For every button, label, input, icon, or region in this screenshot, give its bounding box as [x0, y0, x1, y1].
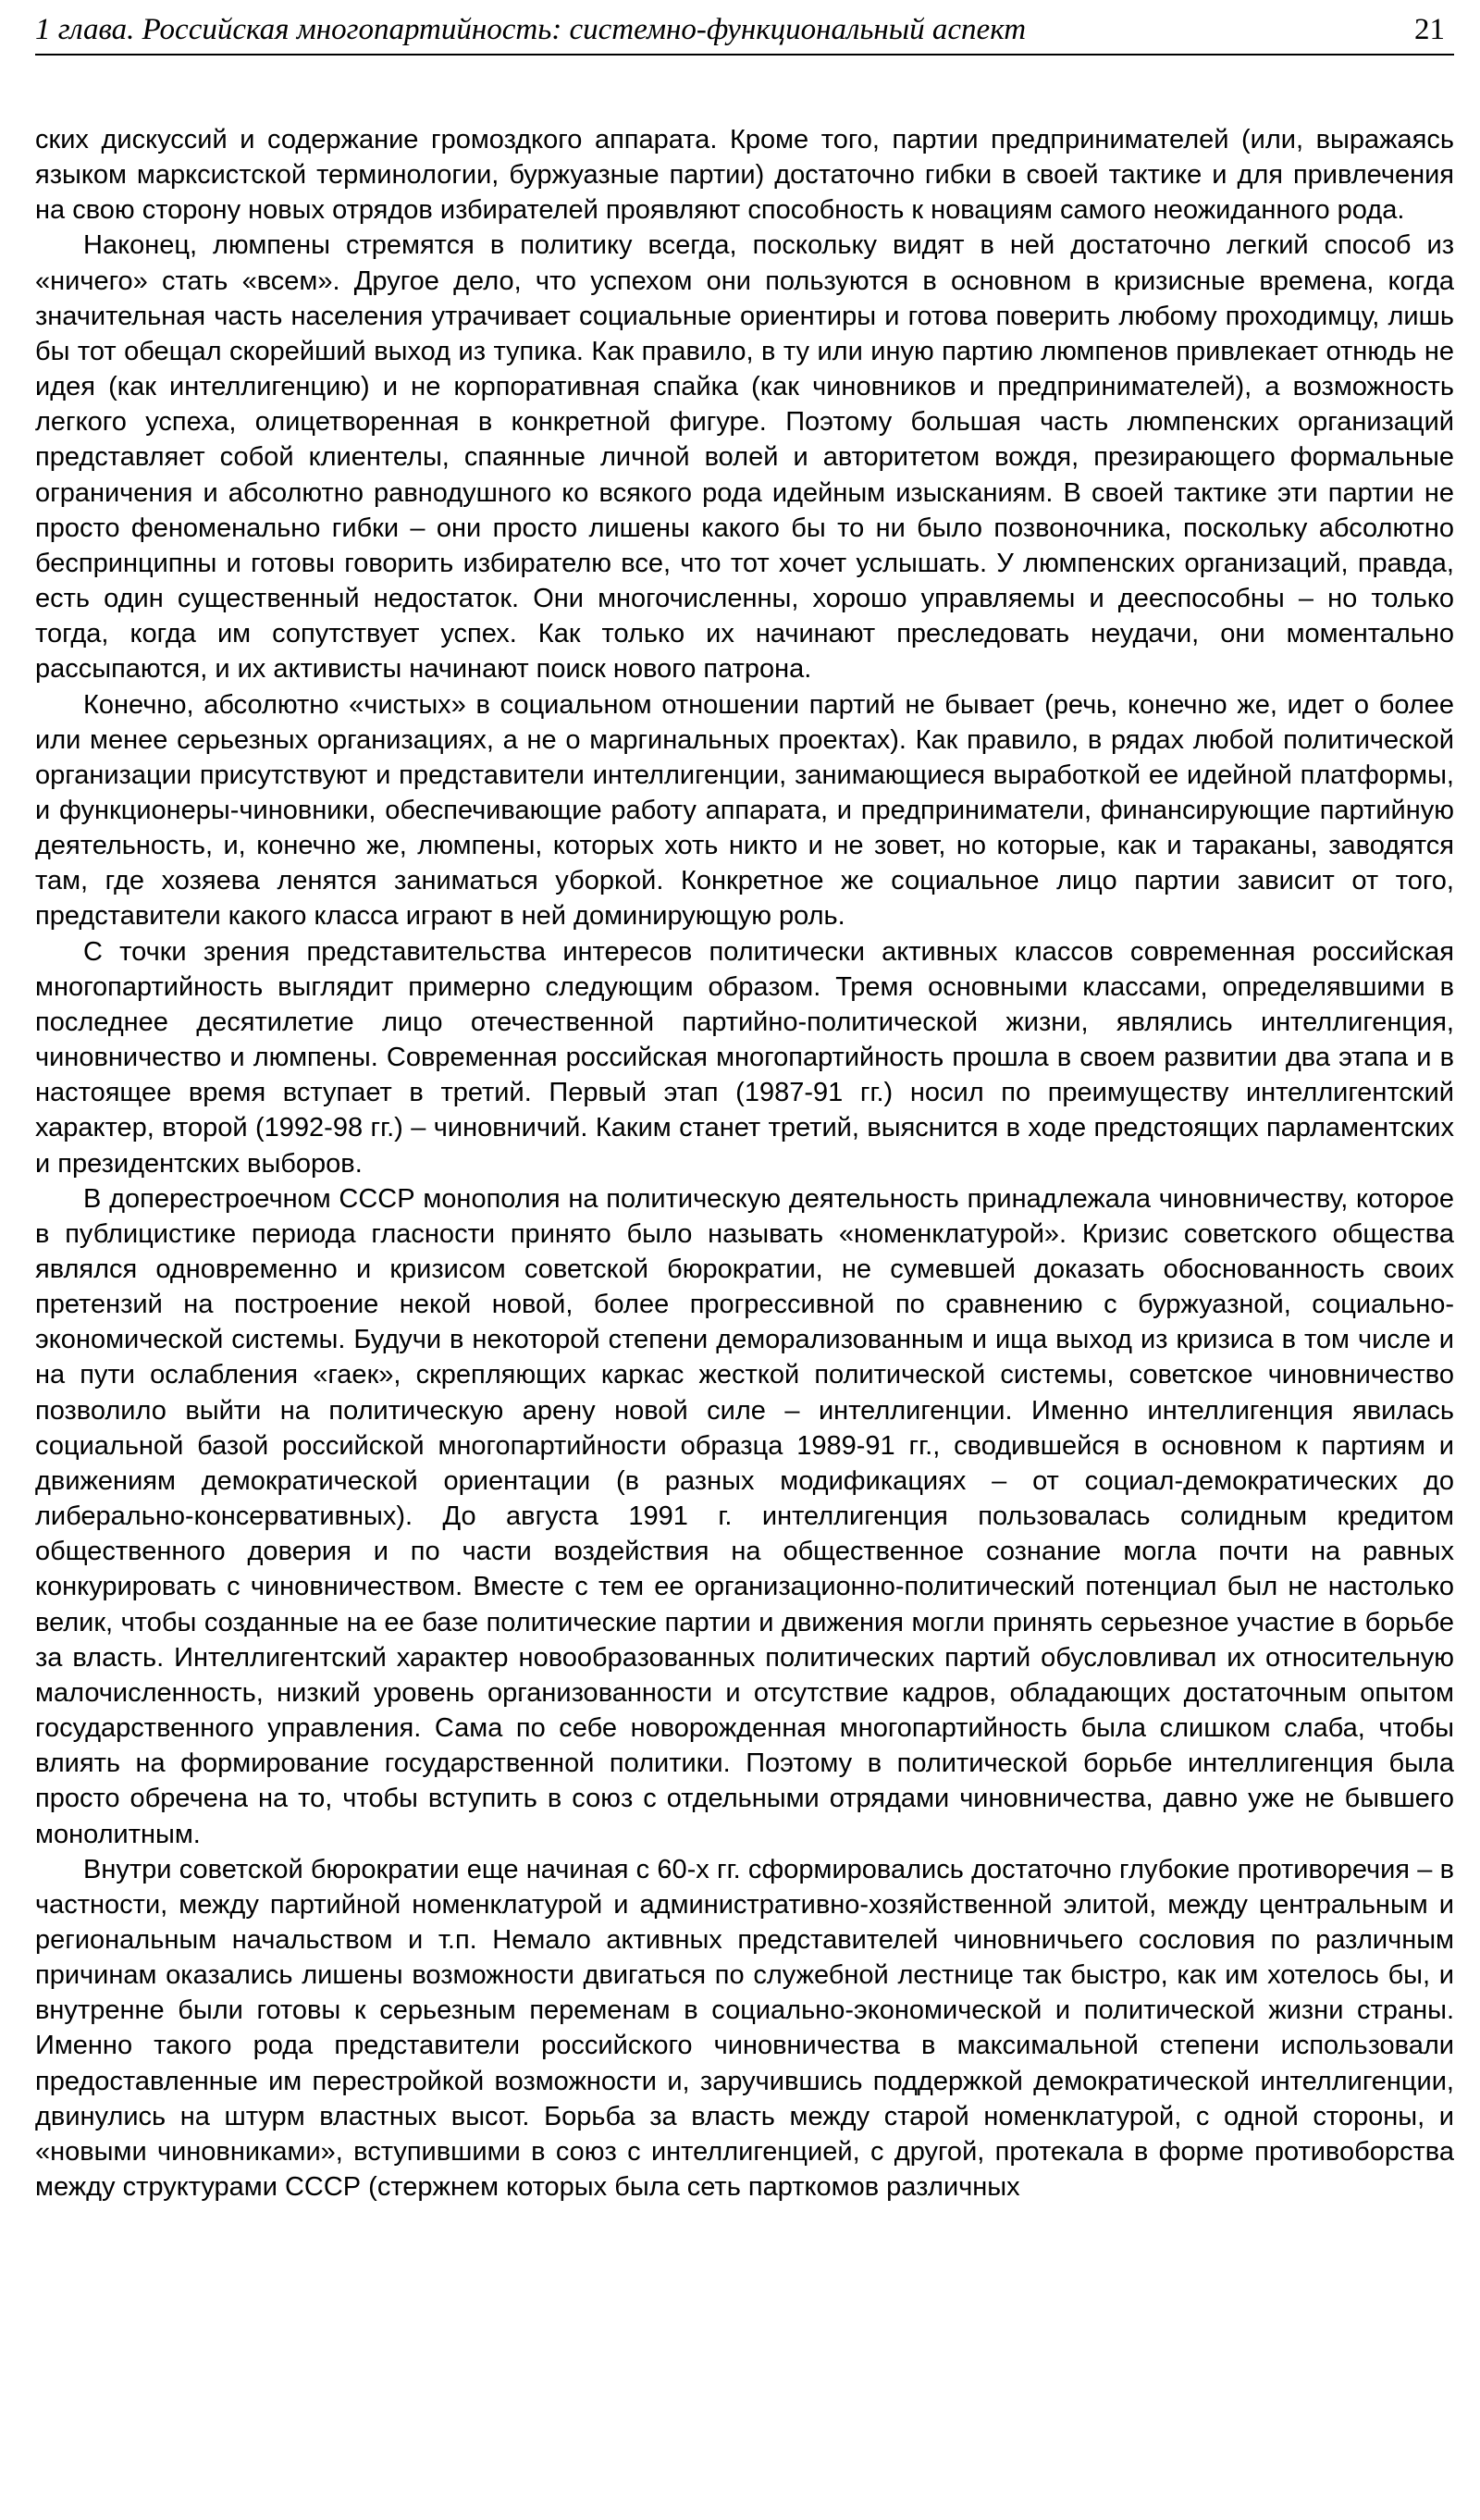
book-page: [35, 0, 1454, 2520]
paragraph: Конечно, абсолютно «чистых» в социальном отношении партий не бывает (речь, конечно же, идет о более или менее серьезных организациях, а не о маргинальных проектах). Как правило, в рядах любой политической организации присутствуют и представители интеллигенции, занимающиеся выработкой ее идейной платформы, и функционеры-чиновники, обеспечивающие работу аппарата, и предприниматели, финансирующие партийную деятельность, и, конечно же, люмпены, которых хоть никто и не зовет, но которые, как и тараканы, заводятся там, где хозяева ленятся заниматься уборкой. Конкретное же социальное лицо партии зависит от того, представители какого класса играют в ней доминирующую роль.: [35, 689, 1454, 932]
page-number: 21: [1414, 13, 1445, 46]
running-header: [35, 7, 1454, 56]
paragraph: С точки зрения представительства интересов политически активных классов современная российская многопартийность выглядит примерно следующим образом. Тремя основными классами, определявшими в последнее десятилетие лицо отечественной партийно-политической жизни, являлись интеллигенция, чиновничество и люмпены. Современная российская многопартийность прошла в своем развитии два этапа и в настоящее время вступает в третий. Первый этап (1987-91 гг.) носил по преимуществу интеллигентский характер, второй (1992-98 гг.) – чиновничий. Каким станет третий, выяснится в ходе предстоящих парламентских и президентских выборов.: [35, 936, 1454, 1179]
paragraph: В доперестроечном СССР монополия на политическую деятельность принадлежала чиновничеству, которое в публицистике периода гласности принято было называть «номенклатурой». Кризис советского общества являлся одновременно и кризисом советской бюрократии, не сумевшей доказать обоснованность своих претензий на построение некой новой, более прогрессивной по сравнению с буржуазной, социально-экономической системы. Будучи в некоторой степени деморализованным и ища выход из кризиса в том числе и на пути ослабления «гаек», скрепляющих каркас жесткой политической системы, советское чиновничество позволило выйти на политическую арену новой силе – интеллигенции. Именно интеллигенция явилась социальной базой российской многопартийности образца 1989-91 гг., сводившейся в основном к партиям и движениям демократической ориентации (в разных модификациях – от социал-демократических до либерально-консервативных). До августа 1991 г. интеллигенция пользовалась солидным кредитом общественного доверия и по части воздействия на общественное сознание могла почти на равных конкурировать с чиновничеством. Вместе с тем ее организационно-политический потенциал был не настолько велик, чтобы созданные на ее базе политические партии и движения могли принять серьезное участие в борьбе за власть. Интеллигентский характер новообразованных политических партий обусловливал их относительную малочисленность, низкий уровень организованности и отсутствие кадров, обладающих достаточным опытом государственного управления. Сама по себе новорожденная многопартийность была слишком слаба, чтобы влиять на формирование государственной политики. Поэтому в политической борьбе интеллигенция была просто обречена на то, чтобы вступить в союз с отдельными отрядами чиновничества, давно уже не бывшего монолитным.: [35, 1183, 1454, 1849]
body-text: [35, 122, 1454, 2205]
paragraph: Внутри советской бюрократии еще начиная с 60-х гг. сформировались достаточно глубокие противоречия – в частности, между партийной номенклатурой и административно-хозяйственной элитой, между центральным и региональным начальством и т.п. Немало активных представителей чиновничьего сословия по различным причинам оказались лишены возможности двигаться по служебной лестнице так быстро, как им хотелось бы, и внутренне были готовы к серьезным переменам в социально-экономической и политической жизни страны. Именно такого рода представители российского чиновничества в максимальной степени использовали предоставленные им перестройкой возможности и, заручившись поддержкой демократической интеллигенции, двинулись на штурм властных высот. Борьба за власть между старой номенклатурой, с одной стороны, и «новыми чиновниками», вступившими в союз с интеллигенцией, с другой, протекала в форме противоборства между структурами СССР (стержнем которых была сеть парткомов различных: [35, 1854, 1454, 2203]
running-title: 1 глава. Российская многопартийность: системно-функциональный аспект: [35, 13, 1027, 46]
paragraph: Наконец, люмпены стремятся в политику всегда, поскольку видят в ней достаточно легкий способ из «ничего» стать «всем». Другое дело, что успехом они пользуются в основном в кризисные времена, когда значительная часть населения утрачивает социальные ориентиры и готова поверить любому проходимцу, лишь бы тот обещал скорейший выход из тупика. Как правило, в ту или иную партию люмпенов привлекает отнюдь не идея (как интеллигенцию) и не корпоративная спайка (как чиновников и предпринимателей), а возможность легкого успеха, олицетворенная в конкретной фигуре. Поэтому большая часть люмпенских организаций представляет собой клиентелы, спаянные личной волей и авторитетом вождя, презирающего формальные ограничения и абсолютно равнодушного ко всякого рода идейным изысканиям. В своей тактике эти партии не просто феноменально гибки – они просто лишены какого бы то ни было позвоночника, поскольку абсолютно беспринципны и готовы говорить избирателю все, что тот хочет услышать. У люмпенских организаций, правда, есть один существенный недостаток. Они многочисленны, хорошо управляемы и дееспособны – но только тогда, когда им сопутствует успех. Как только их начинают преследовать неудачи, они моментально рассыпаются, и их активисты начинают поиск нового патрона.: [35, 230, 1454, 685]
paragraph-continued: ских дискуссий и содержание громоздкого аппарата. Кроме того, партии предпринимателей (или, выражаясь языком марксистской терминологии, буржуазные партии) достаточно гибки в своей тактике и для привлечения на свою сторону новых отрядов избирателей проявляют способность к новациям самого неожиданного рода.: [35, 125, 1454, 226]
